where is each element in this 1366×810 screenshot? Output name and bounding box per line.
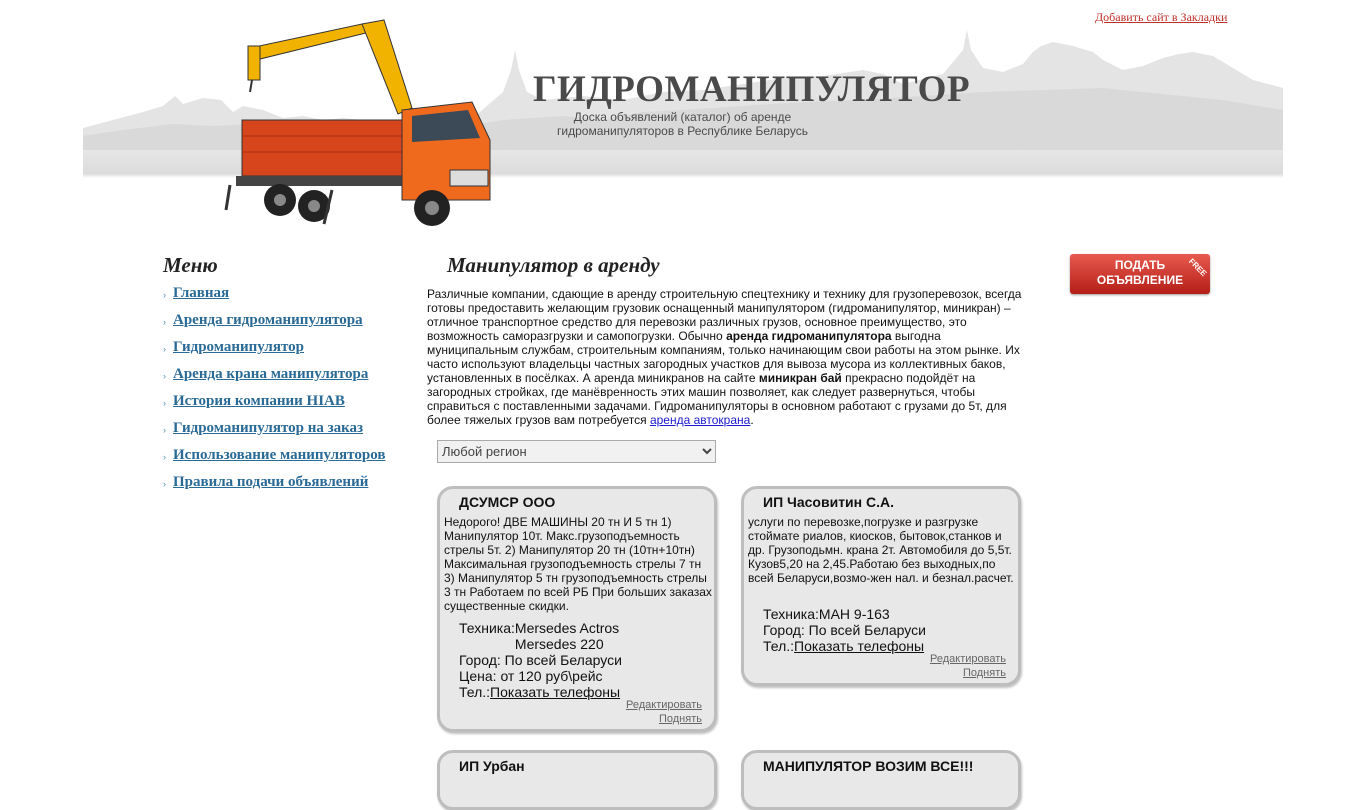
tech-label: Техника: xyxy=(459,620,515,636)
listing-card xyxy=(741,750,1021,810)
listing-description: услуги по перевозке,погрузке и разгрузке стоймате риалов, киосков, бытовок,станков и др. Грузоподьмн. крана 2т. Автомобиля до 5,5т. Кузов5,20 на 2,45.Работаю без выходных,по всей Беларуси,возмо-жен нал. и безнал.расчет. xyxy=(748,515,1014,585)
menu-item-rent-crane xyxy=(163,366,385,393)
intro-text-part: . xyxy=(750,413,754,427)
intro-text-part: Различные компании, сдающие в аренду строительную спецтехнику и технику для грузоперевозок, всегда готовы предоставить желающим грузовик оснащенный манипулятором (гидроманипулятор, миникран) – отличное транспортное средство для перевозки различных грузов, основное преимущество, это возможность саморазгрузки и самопогрузки. Обычно xyxy=(427,287,1022,343)
listing-company: ИП Часовитин С.А. xyxy=(763,494,894,510)
menu-link-rent-crane[interactable]: Аренда крана манипулятора xyxy=(173,366,369,382)
listing-tech xyxy=(459,620,619,652)
phone-label: Тел.: xyxy=(763,638,795,654)
free-badge: FREE xyxy=(1186,256,1209,279)
sidebar-menu xyxy=(163,285,385,501)
edit-link[interactable]: Редактировать xyxy=(930,653,1006,665)
menu-item-usage xyxy=(163,447,385,474)
phone-label: Тел.: xyxy=(459,684,491,700)
menu-link-home[interactable]: Главная xyxy=(173,285,230,301)
menu-link-rules[interactable]: Правила подачи объявлений xyxy=(173,474,369,490)
tech-value: МАН 9-163 xyxy=(818,606,890,622)
tech-values xyxy=(819,606,890,622)
listing-description: Недорого! ДВЕ МАШИНЫ 20 тн И 5 тн 1) Манипулятор 10т. Макс.грузоподъемность стрелы 5т. 2) Манипулятор 20 тн (10тн+10тн) Максимальная грузоподъемность стрелы 7 тн 3) Манипулятор 5 тн грузоподъемность стрелы 3 тн Работаем по всей РБ При больших заказах существенные скидки. xyxy=(444,515,712,613)
menu-link-hiab-history[interactable]: История компании HIAB xyxy=(173,393,345,409)
bullet-icon: › xyxy=(163,317,166,327)
bullet-icon: › xyxy=(163,371,166,381)
tech-value: Mersedes 220 xyxy=(514,636,604,652)
menu-title: Меню xyxy=(163,253,218,277)
listing-company: ИП Урбан xyxy=(459,758,525,774)
region-select[interactable] xyxy=(437,440,716,463)
menu-item-rent-manipulator xyxy=(163,312,385,339)
post-ad-button[interactable] xyxy=(1070,254,1210,294)
listing-price: Цена: от 120 руб\рейс xyxy=(459,668,603,684)
bullet-icon: › xyxy=(163,425,166,435)
intro-bold-phrase: миникран бай xyxy=(758,371,842,385)
menu-link-manipulator[interactable]: Гидроманипулятор xyxy=(173,339,304,355)
menu-link-rent-manipulator[interactable]: Аренда гидроманипулятора xyxy=(173,312,363,328)
bullet-icon: › xyxy=(163,452,166,462)
menu-link-custom-order[interactable]: Гидроманипулятор на заказ xyxy=(173,420,364,436)
intro-text-part: выгодна муниципальным службам, строительным компаниям, только начинающим свои работы на этом рынке. Их часто используют владельцы частных загородных участков для вывоза мусора из коллективных баков, установленных в посёлках. А аренда миникранов на сайте xyxy=(427,329,1020,385)
edit-link[interactable]: Редактировать xyxy=(626,699,702,711)
menu-item-hiab-history xyxy=(163,393,385,420)
listing-card xyxy=(741,486,1021,686)
tech-label: Техника: xyxy=(763,606,819,622)
post-ad-label-line1: ПОДАТЬ xyxy=(1114,258,1166,272)
show-phones-link[interactable]: Показать телефоны xyxy=(490,684,621,700)
bullet-icon: › xyxy=(163,479,166,489)
site-subtitle: Доска объявлений (каталог) об аренде гидроманипуляторов в Республике Беларусь xyxy=(557,110,808,138)
post-ad-label-line2: ОБЪЯВЛЕНИЕ xyxy=(1096,273,1184,287)
bullet-icon: › xyxy=(163,398,166,408)
raise-link[interactable]: Поднять xyxy=(658,713,702,725)
intro-text xyxy=(427,287,1027,427)
raise-link[interactable]: Поднять xyxy=(962,667,1006,679)
listing-city: Город: По всей Беларуси xyxy=(459,652,622,668)
tech-values xyxy=(515,620,619,652)
menu-item-custom-order xyxy=(163,420,385,447)
menu-item-rules xyxy=(163,474,385,501)
menu-item-manipulator xyxy=(163,339,385,366)
listing-city: Город: По всей Беларуси xyxy=(763,622,926,638)
listing-company: ДСУМСР ООО xyxy=(459,494,556,510)
listing-card xyxy=(437,750,717,810)
tech-value: Mersedes Actros xyxy=(514,620,620,636)
listing-company: МАНИПУЛЯТОР ВОЗИМ ВСЕ!!! xyxy=(763,758,974,774)
show-phones-link[interactable]: Показать телефоны xyxy=(794,638,925,654)
listing-phone xyxy=(763,638,924,654)
listing-phone xyxy=(459,684,620,700)
page-title: Манипулятор в аренду xyxy=(447,253,660,277)
site-title: ГИДРОМАНИПУЛЯТОР xyxy=(533,69,971,110)
intro-bold-phrase: аренда гидроманипулятора xyxy=(726,329,892,343)
listing-card xyxy=(437,486,717,732)
manipulator-truck-image xyxy=(222,10,497,235)
menu-link-usage[interactable]: Использование манипуляторов xyxy=(173,447,386,463)
intro-text-part: прекрасно подойдёт на загородных стройках, где манёвренность этих машин позволяет, как следует развернуться, чтобы справиться с поставленными задачами. Гидроманипуляторы в основном работают с грузами до 5т, для более тяжелых грузов вам потребуется xyxy=(427,371,1007,427)
crane-rent-link[interactable]: аренда автокрана xyxy=(649,413,751,427)
menu-item-home xyxy=(163,285,385,312)
bullet-icon: › xyxy=(163,344,166,354)
add-bookmark-link[interactable]: Добавить сайт в Закладки xyxy=(1095,10,1228,24)
listing-tech xyxy=(763,606,890,622)
bullet-icon: › xyxy=(163,290,166,300)
